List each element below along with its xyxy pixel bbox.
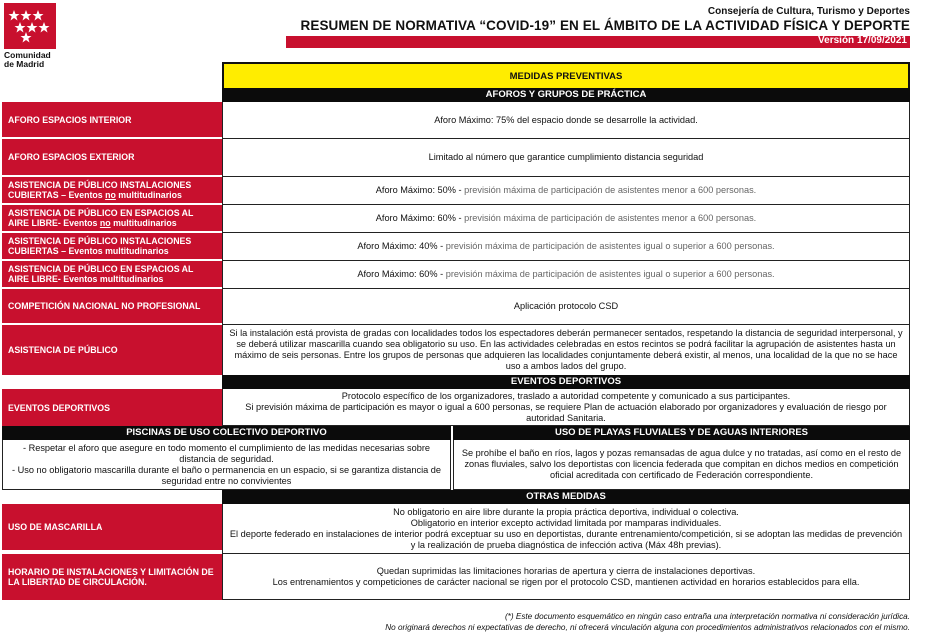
row-label: AFORO ESPACIOS EXTERIOR: [2, 139, 222, 177]
row-content: Aforo Máximo: 40% - previsión máxima de participación de asistentes igual o superior a 600 personas.: [222, 233, 910, 261]
logo-line-2: de Madrid: [4, 59, 45, 69]
header-red-bar: [286, 36, 910, 48]
table-row: [2, 177, 910, 205]
split-section: [2, 426, 910, 490]
row-content: [222, 504, 910, 554]
version-label: Versión 17/09/2021: [818, 35, 907, 46]
table-row-horario: [2, 554, 910, 600]
playas-body: Se prohíbe el baño en ríos, lagos y pozas remansadas de agua dulce y no tratadas, así como en el resto de zonas fluviales, salvo los deportistas con licencia federada que compitan en dichos medios en competición oficial acreditada con certificado de Federación correspondiente.: [453, 440, 910, 490]
main-header: MEDIDAS PREVENTIVAS: [222, 62, 910, 88]
department-name: Consejería de Cultura, Turismo y Deportes: [707, 6, 910, 17]
row-label: ASISTENCIA DE PÚBLICO INSTALACIONES CUBIERTAS – Eventos no multitudinarios: [2, 177, 222, 205]
row-label: USO DE MASCARILLA: [2, 504, 222, 554]
playas-title: USO DE PLAYAS FLUVIALES Y DE AGUAS INTERIORES: [453, 426, 910, 440]
piscinas-body: [2, 440, 451, 490]
table-row: [2, 289, 910, 325]
table-row: [2, 233, 910, 261]
table-row: [2, 102, 910, 139]
section-eventos: EVENTOS DEPORTIVOS: [222, 375, 910, 389]
row-label: AFORO ESPACIOS INTERIOR: [2, 102, 222, 139]
eventos-line-1: Protocolo específico de los organizadores, traslado a autoridad competente y comunicado a sus participantes.: [341, 390, 791, 401]
row-label: COMPETICIÓN NACIONAL NO PROFESIONAL: [2, 289, 222, 325]
piscinas-line-1: - Respetar el aforo que asegure en todo momento el cumplimiento de las medidas necesarias sobre distancia de seguridad.: [22, 442, 431, 464]
row-content: Si la instalación está provista de gradas con localidades todos los espectadores deberán permanecer sentados, respetando la distancia de seguridad interpersonal, y se deberá utilizar mascarilla cuando sea obligatorio su uso. En las actividades celebradas en estos recintos se podrá facilitar la agrupación de asistentes hasta un máximo de seis personas. Entre los grupos de personas que adquieren las localidades conjuntamente deberá existir, al menos, una localidad de la que no se hace uso a ambos lados del grupo.: [222, 325, 910, 375]
section-otras: OTRAS MEDIDAS: [222, 490, 910, 504]
table-row: [2, 139, 910, 177]
table-row: [2, 205, 910, 233]
piscinas-title: PISCINAS DE USO COLECTIVO DEPORTIVO: [2, 426, 451, 440]
logo-line-1: Comunidad: [4, 50, 51, 60]
piscinas-column: [2, 426, 453, 490]
row-content: Limitado al número que garantice cumplimiento distancia seguridad: [222, 139, 910, 177]
mascarilla-line-3: El deporte federado en instalaciones de interior podrá exceptuar su uso en deportistas, durante entrenamiento/competición, si se adoptan las medidas de prevención y la realización de prueba diagnóstica de infección activa (Máx 48h previas).: [229, 528, 903, 550]
piscinas-line-2: - Uso no obligatorio mascarilla durante el baño o permanencia en un espacio, si se garantiza distancia de seguridad entre no convivientes: [11, 464, 441, 486]
row-content: Aforo Máximo: 60% - previsión máxima de participación de asistentes igual o superior a 600 personas.: [222, 261, 910, 289]
footnote-line-1: (*) Este documento esquemático en ningún caso entraña una interpretación normativa ni consideración jurídica.: [504, 612, 910, 621]
row-label: ASISTENCIA DE PÚBLICO EN ESPACIOS AL AIRE LIBRE- Eventos multitudinarios: [2, 261, 222, 289]
table-row-mascarilla: [2, 504, 910, 554]
mascarilla-line-1: No obligatorio en aire libre durante la propia práctica deportiva, individual o colectiva.: [393, 506, 739, 517]
comunidad-de-madrid-logo: [4, 3, 66, 69]
row-content: Aforo Máximo: 60% - previsión máxima de participación de asistentes menor a 600 personas.: [222, 205, 910, 233]
row-content: Aforo Máximo: 50% - previsión máxima de participación de asistentes menor a 600 personas.: [222, 177, 910, 205]
footnote-line-2: No originará derechos ni expectativas de derecho, ni ofrecerá vinculación alguna con procedimientos administrativos relacionados con el mismo.: [385, 623, 910, 632]
seven-stars-icon: [4, 3, 56, 49]
table-row: [2, 261, 910, 289]
row-content: [222, 389, 910, 426]
row-label: ASISTENCIA DE PÚBLICO: [2, 325, 222, 375]
table-row: [2, 325, 910, 375]
table-row-eventos: [2, 389, 910, 426]
mascarilla-line-2: Obligatorio en interior excepto actividad limitada por mamparas individuales.: [410, 517, 722, 528]
eventos-line-2: Si previsión máxima de participación es mayor o igual a 600 personas, se requiere Plan de actuación elaborado por organizadores y evaluación de riesgo por autoridad Sanitaria.: [245, 401, 887, 423]
row-content: Aforo Máximo: 75% del espacio donde se desarrolle la actividad.: [222, 102, 910, 139]
row-label: HORARIO DE INSTALACIONES Y LIMITACIÓN DE LA LIBERTAD DE CIRCULACIÓN.: [2, 554, 222, 600]
row-content: [222, 554, 910, 600]
measures-table: [2, 59, 910, 600]
horario-line-2: Los entrenamientos y competiciones de carácter nacional se rigen por el protocolo CSD, mantienen actividad en horarios establecidos para ella.: [272, 576, 860, 587]
row-label: ASISTENCIA DE PÚBLICO INSTALACIONES CUBIERTAS – Eventos multitudinarios: [2, 233, 222, 261]
row-content: Aplicación protocolo CSD: [222, 289, 910, 325]
section-aforos: AFOROS Y GRUPOS DE PRÁCTICA: [222, 88, 910, 102]
playas-column: [453, 426, 910, 490]
row-label: EVENTOS DEPORTIVOS: [2, 389, 222, 426]
row-label: ASISTENCIA DE PÚBLICO EN ESPACIOS AL AIRE LIBRE- Eventos no multitudinarios: [2, 205, 222, 233]
document-title: RESUMEN DE NORMATIVA “COVID-19” EN EL ÁMBITO DE LA ACTIVIDAD FÍSICA Y DEPORTE: [300, 18, 910, 33]
horario-line-1: Quedan suprimidas las limitaciones horarias de apertura y cierra de instalaciones deportivas.: [376, 565, 756, 576]
